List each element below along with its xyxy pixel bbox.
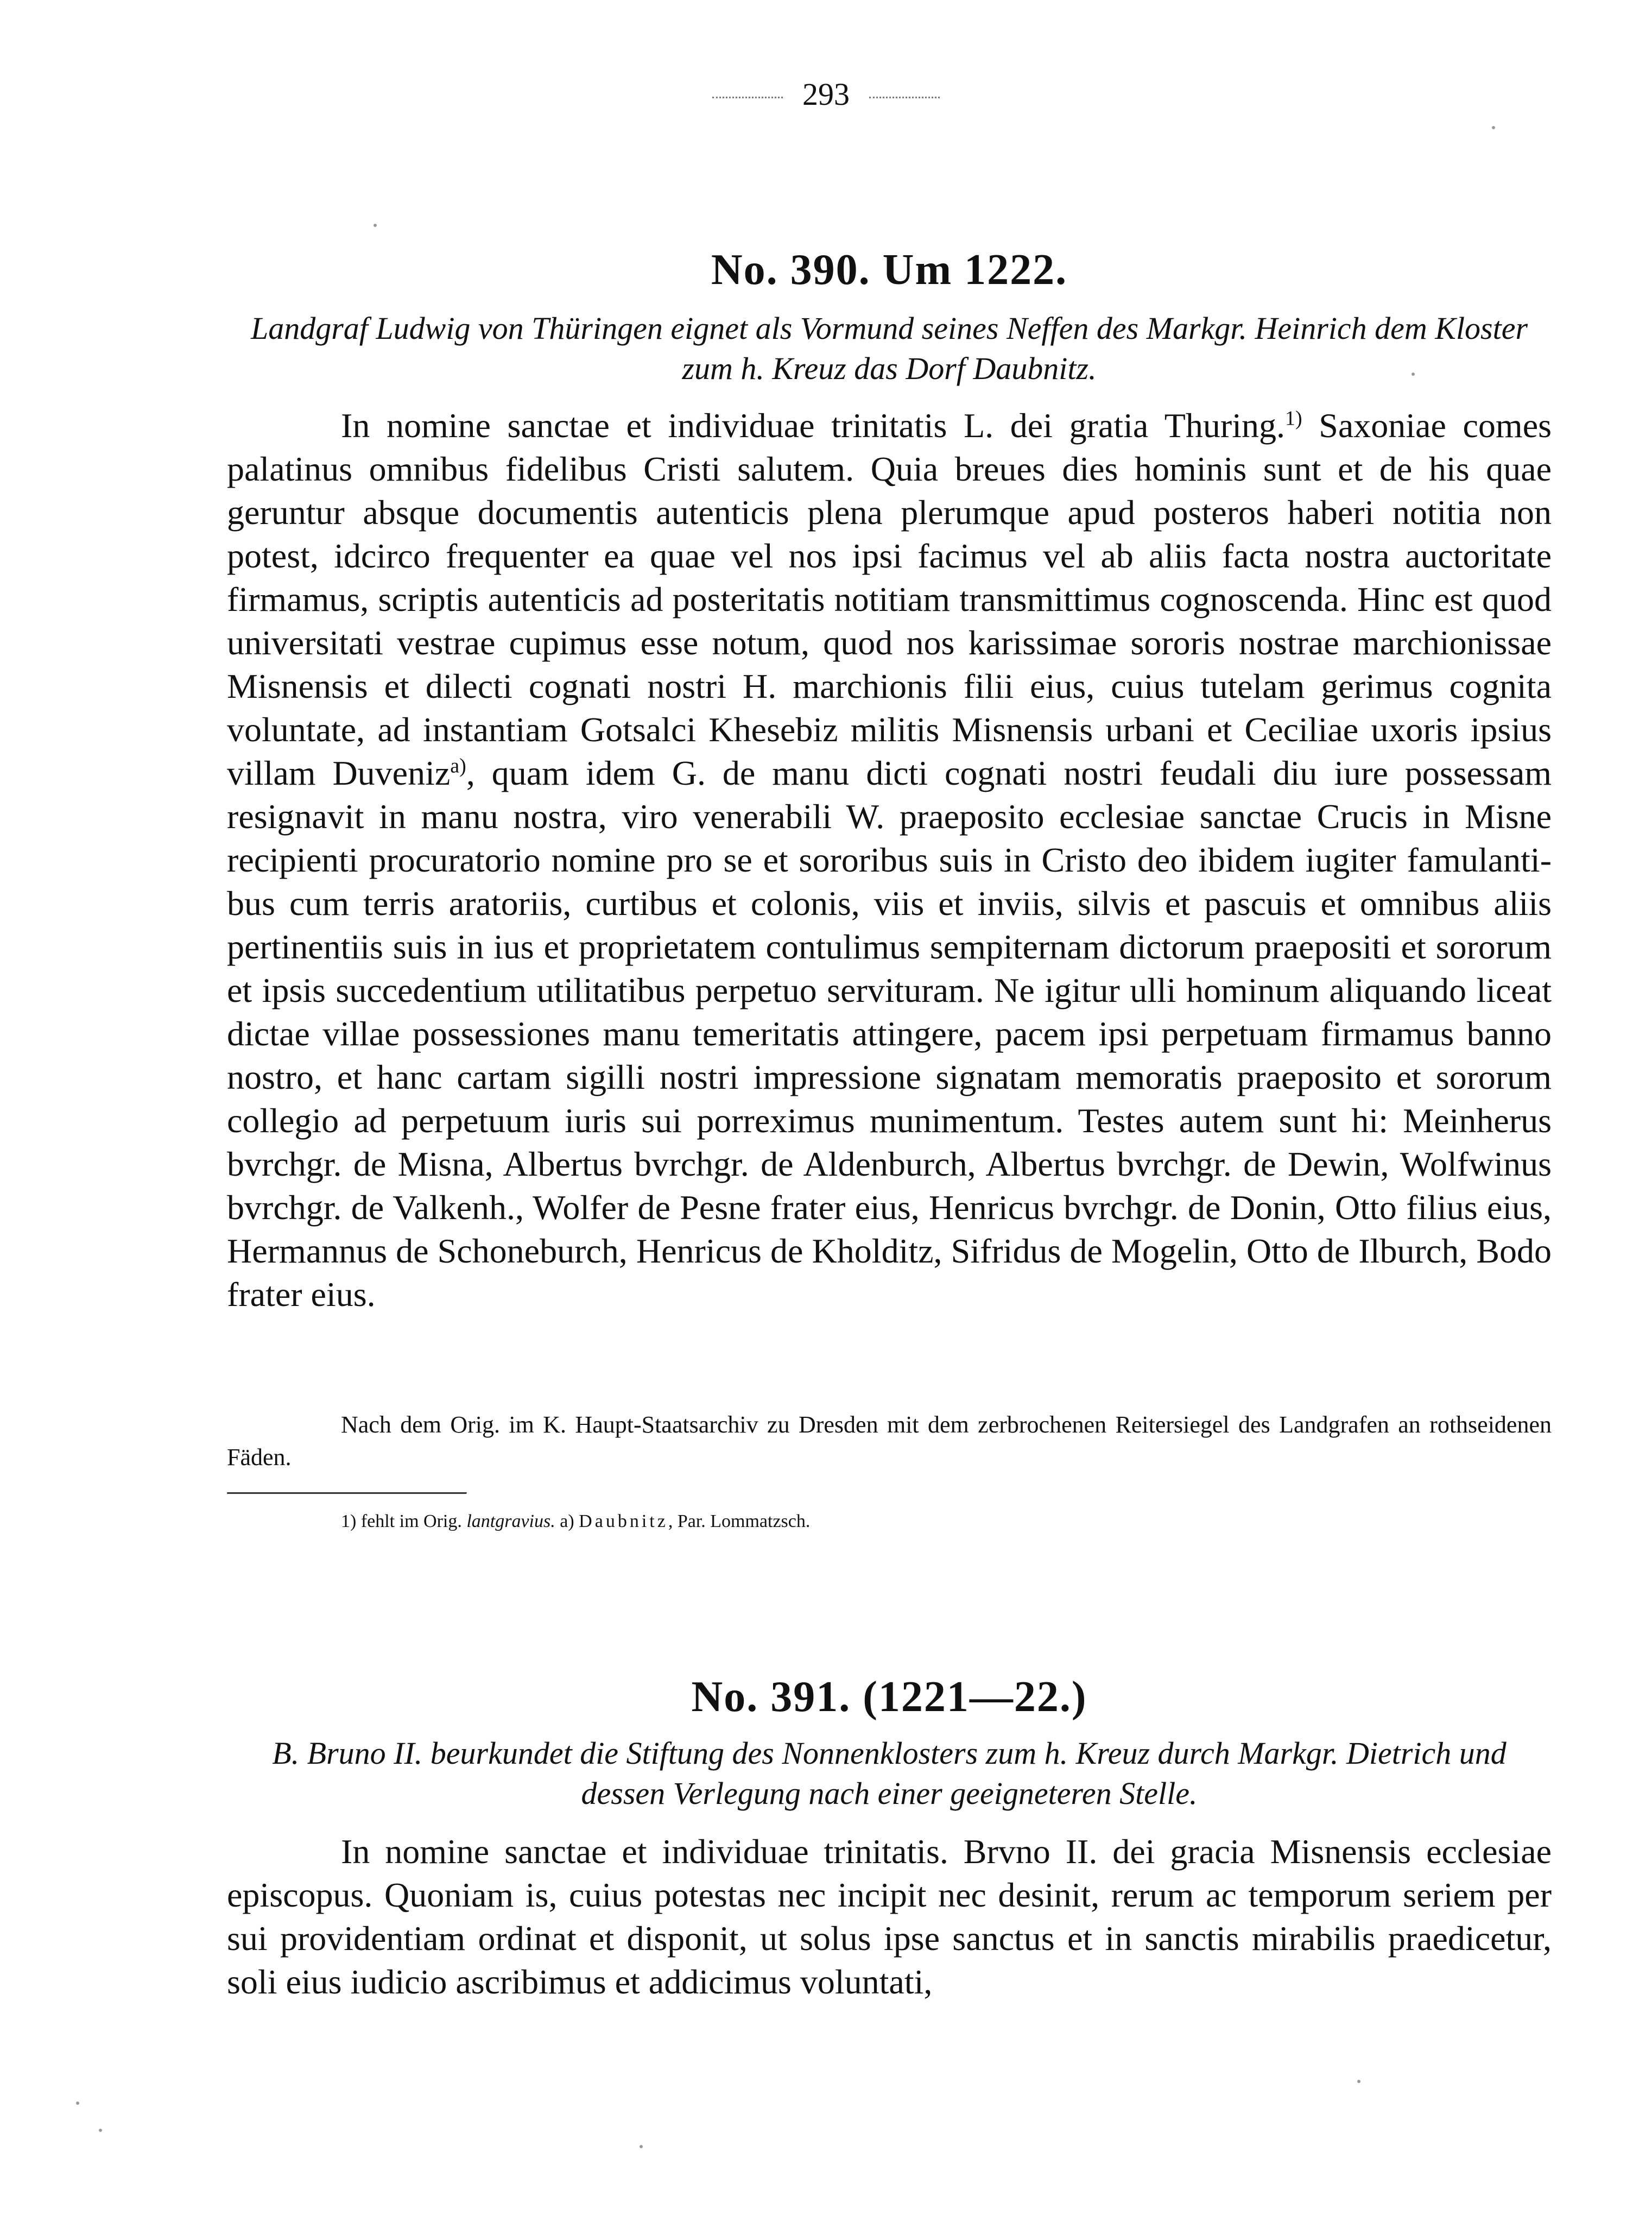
scan-speck (99, 2129, 102, 2132)
scan-speck (76, 2102, 79, 2105)
document-391-body: In nomine sanctae et individuae trinitatis. Brvno II. dei gracia Misnensis ecclesiae episcopus. Quoniam is, cuius potestas nec incipit nec desinit, rerum ac temporum seriem per sui providentiam ordinat et disponit, ut solus ipse sanctus et in sanctis mirabilis praedicetur, soli eius iudicio ascribimus et addicimus voluntati, (227, 1832, 1552, 2001)
scan-speck (374, 224, 377, 227)
footnote-1-text: 1) fehlt im Orig. (341, 1511, 467, 1531)
footnote-a-place: Daubnitz (579, 1511, 668, 1531)
footnote-a-rest: , Par. Lommatzsch. (668, 1511, 811, 1531)
document-390-body-part-2: Saxoniae comes palatinus omnibus fidelibus Cristi salutem. Quia breues dies hominis sunt et de his quae geruntur absque documentis autenticis plena plerumque apud posteros haberi notitia non potest, idcirco frequenter ea quae vel nos ipsi facimus vel ab aliis facta nostra auctoritate firmamus, scriptis autenticis ad posteritatis notitiam transmittimus cognoscenda. Hinc est quod universitati vestrae cupimus esse notum, quod nos karissimae sororis nostrae marchionissae Misnensis et dilecti cognati nostri H. marchionis filii eius, cuius tutelam gerimus cognita voluntate, ad instantiam Gotsalci Khesebiz militis Misnensis urbani et Ceciliae uxoris ipsius villam Duveniz (227, 406, 1552, 792)
document-390-source-note: Nach dem Orig. im K. Haupt-Staatsarchiv zu Dresden mit dem zerbrochenen Reitersiegel des Landgrafen an rothseidenen Fäden. (227, 1411, 1552, 1471)
scan-speck (1492, 126, 1495, 129)
document-391-summary: B. Bruno II. beurkundet die Stiftung des Nonnenklosters zum h. Kreuz durch Markgr. Dietrich und dessen Verlegung nach einer geeigneteren Stelle. (272, 1736, 1507, 1811)
header-dash-left (712, 97, 783, 98)
footnote-ref-1: 1) (1284, 407, 1302, 430)
document-390-body-part-3: , quam idem G. de manu dicti cognati nostri feudali diu iure possessam resignavit in manu nostra, viro venerabili W. praeposito ecclesiae sanctae Crucis in Misne recipienti procuratorio nomine pro se et sororibus suis in Cristo deo ibidem iugiter famulantibus cum terris aratoriis, curtibus et colonis, viis et inviis, silvis et pascuis et omnibus aliis pertinentiis suis in ius et proprietatem contulimus sempiternam dictorum praepositi et sororum et ipsis succedentium utilitatibus perpetuo servituram. Ne igitur ulli hominum aliquando liceat dictae villae possessiones manu temeritatis attingere, pacem ipsi perpetuam firmamus banno nostro, et hanc cartam sigilli nostri impressione signatam memoratis praeposito et sororum collegio ad perpetuum iuris sui porreximus munimentum. Testes autem sunt hi: Meinherus bvrchgr. de Misna, Albertus bvrchgr. de Aldenburch, Albertus bvrchgr. de Dewin, Wolfwinus bvrchgr. de Valkenh., Wolfer de Pesne frater eius, Henricus bvrchgr. de Donin, Otto filius eius, Hermannus de Schoneburch, Henricus de Kholditz, Sifridus de Mogelin, Otto de Ilburch, Bodo frater eius. (227, 754, 1552, 1314)
scan-speck (640, 2145, 643, 2148)
footnote-ref-a: a) (450, 754, 466, 778)
document-390-heading: No. 390. Um 1222. (711, 246, 1068, 294)
page-number: 293 (802, 77, 850, 112)
footnote-1-italic: lantgravius. (466, 1511, 555, 1531)
footnote-rule (227, 1492, 467, 1494)
document-390-footnotes (227, 1510, 1652, 1534)
document-390-body (227, 404, 1552, 1316)
document-390-summary: Landgraf Ludwig von Thüringen eignet als Vormund seines Neffen des Markgr. Heinrich dem Kloster zum h. Kreuz das Dorf Daubnitz. (250, 311, 1528, 386)
document-391-heading: No. 391. (1221—22.) (691, 1673, 1087, 1721)
page-header (0, 76, 1652, 112)
document-390-body-part-1: In nomine sanctae et individuae trinitatis L. dei gratia Thuring. (341, 406, 1285, 445)
footnote-a-label: a) (555, 1511, 579, 1531)
header-dash-right (869, 97, 940, 98)
scan-speck (1357, 2080, 1360, 2083)
scan-speck (1412, 373, 1415, 376)
footnote-section (227, 1492, 1552, 1494)
